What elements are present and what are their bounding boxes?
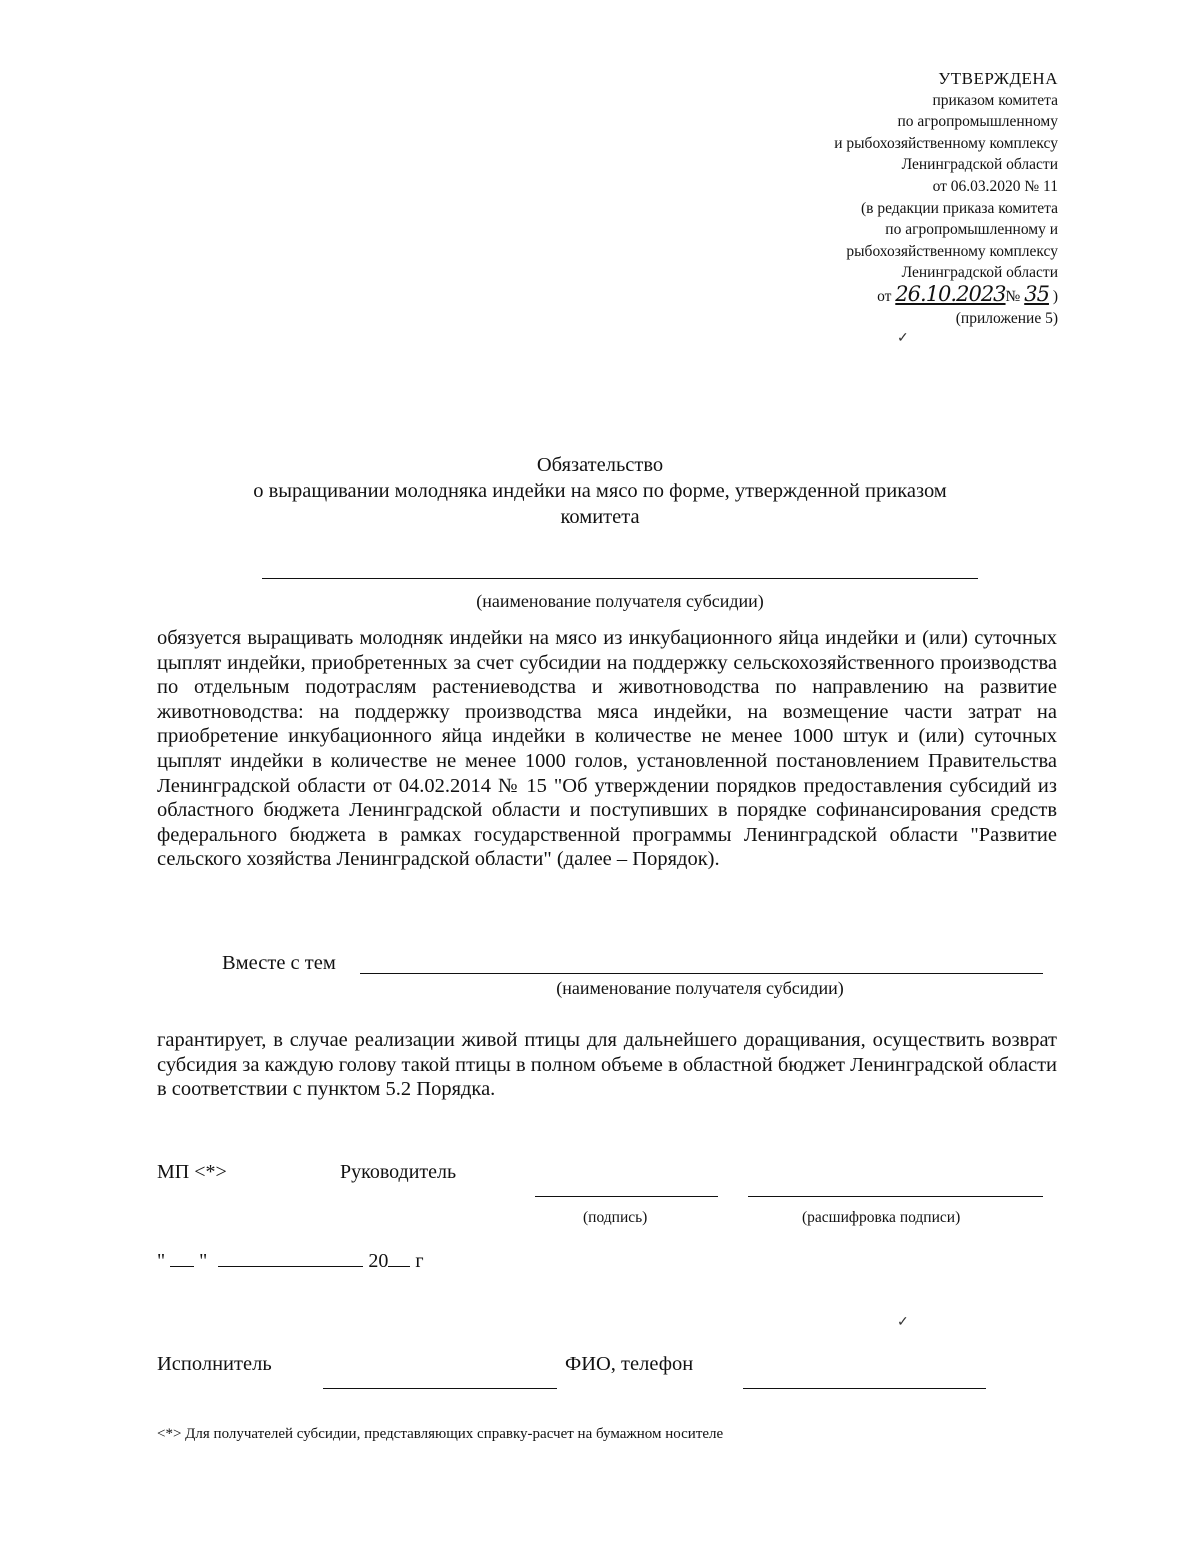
together-label: Вместе с тем (222, 952, 336, 974)
approval-line: и рыбохозяйственному комплексу (834, 134, 1058, 152)
amendment-suffix: ) (1048, 287, 1058, 305)
signature-decode-field[interactable] (748, 1196, 1043, 1197)
obligation-paragraph (157, 626, 1057, 872)
title-line-2: о выращивании молодняка индейки на мясо по форме, утвержденной приказом (253, 480, 947, 502)
guarantor-caption: (наименование получателя субсидии) (556, 978, 844, 998)
paragraph-2: гарантирует, в случае реализации живой птицы для дальнейшего доращивания, осуществить возврат субсидия за каждую голову такой птицы в полном объеме в областной бюджет Ленинградской области в соответствии с пунктом 5.2 Порядка. (157, 1029, 1057, 1101)
approval-heading: УТВЕРЖДЕНА (938, 69, 1058, 88)
contact-label: ФИО, телефон (565, 1353, 694, 1375)
signature-field[interactable] (535, 1196, 718, 1197)
appendix-label: (приложение 5) (955, 309, 1058, 327)
approval-line: рыбохозяйственному комплексу (846, 242, 1058, 260)
paragraph-1: обязуется выращивать молодняк индейки на мясо из инкубационного яйца индейки и (или) суточных цыплят индейки, приобретенных за счет субсидии на поддержку сельскохозяйственного производства по отдельным подотраслям растениеводства и животноводства по направлению на развитие животноводства: на поддержку производства мяса индейки, на возмещение части затрат на приобретение инкубационного яйца индейки в количестве не менее 1000 штук и (или) суточных цыплят индейки в количестве не менее 1000 голов, установленной постановлением Правительства Ленинградской области от 04.02.2014 № 15 "Об утверждении порядков предоставления субсидий из областного бюджета Ленинградской области и поступивших в порядке софинансирования средств федерального бюджета в рамках государственной программы Ленинградской области "Развитие сельского хозяйства Ленинградской области" (далее – Порядок). (157, 627, 1057, 871)
executor-field[interactable] (323, 1388, 557, 1389)
approval-line: (в редакции приказа комитета (860, 199, 1058, 217)
executor-label: Исполнитель (157, 1353, 272, 1375)
year-suffix: г (415, 1250, 424, 1272)
head-label: Руководитель (340, 1161, 457, 1183)
date-quote-close: " (199, 1250, 208, 1272)
year-field[interactable] (388, 1266, 410, 1267)
handwritten-date: 26.10.2023 (895, 281, 1006, 306)
guarantee-paragraph (157, 1028, 1057, 1102)
recipient-caption: (наименование получателя субсидии) (476, 591, 764, 611)
amendment-number-label: № (1005, 287, 1025, 305)
amendment-date-line (638, 281, 1058, 308)
scan-mark-icon: ✓ (897, 1315, 909, 1330)
guarantor-name-field[interactable] (360, 973, 1043, 974)
scan-mark-icon: ✓ (897, 331, 909, 346)
year-prefix: 20 (368, 1250, 389, 1272)
month-field[interactable] (218, 1266, 363, 1267)
contact-field[interactable] (743, 1388, 986, 1389)
approval-line: от 06.03.2020 № 11 (932, 177, 1058, 195)
day-field[interactable] (170, 1266, 194, 1267)
date-line (157, 1250, 424, 1273)
title-line-1: Обязательство (536, 454, 664, 476)
decode-caption: (расшифровка подписи) (802, 1209, 961, 1226)
approval-line: Ленинградской области (901, 264, 1058, 282)
recipient-name-field[interactable] (262, 578, 978, 579)
title-line-3: комитета (560, 506, 640, 528)
approval-block (638, 68, 1058, 329)
document-title (200, 452, 1000, 530)
approval-line: по агропромышленному и (885, 221, 1058, 239)
approval-line: приказом комитета (932, 91, 1058, 109)
seal-label: МП <*> (157, 1161, 227, 1183)
handwritten-number: 35 (1024, 281, 1049, 306)
approval-line: по агропромышленному (897, 113, 1058, 131)
signature-caption: (подпись) (583, 1209, 648, 1226)
approval-line: Ленинградской области (901, 156, 1058, 174)
footnote: <*> Для получателей субсидии, представляющих справку-расчет на бумажном носителе (157, 1426, 724, 1442)
date-quote-open: " (157, 1250, 166, 1272)
amendment-prefix: от (877, 287, 896, 305)
